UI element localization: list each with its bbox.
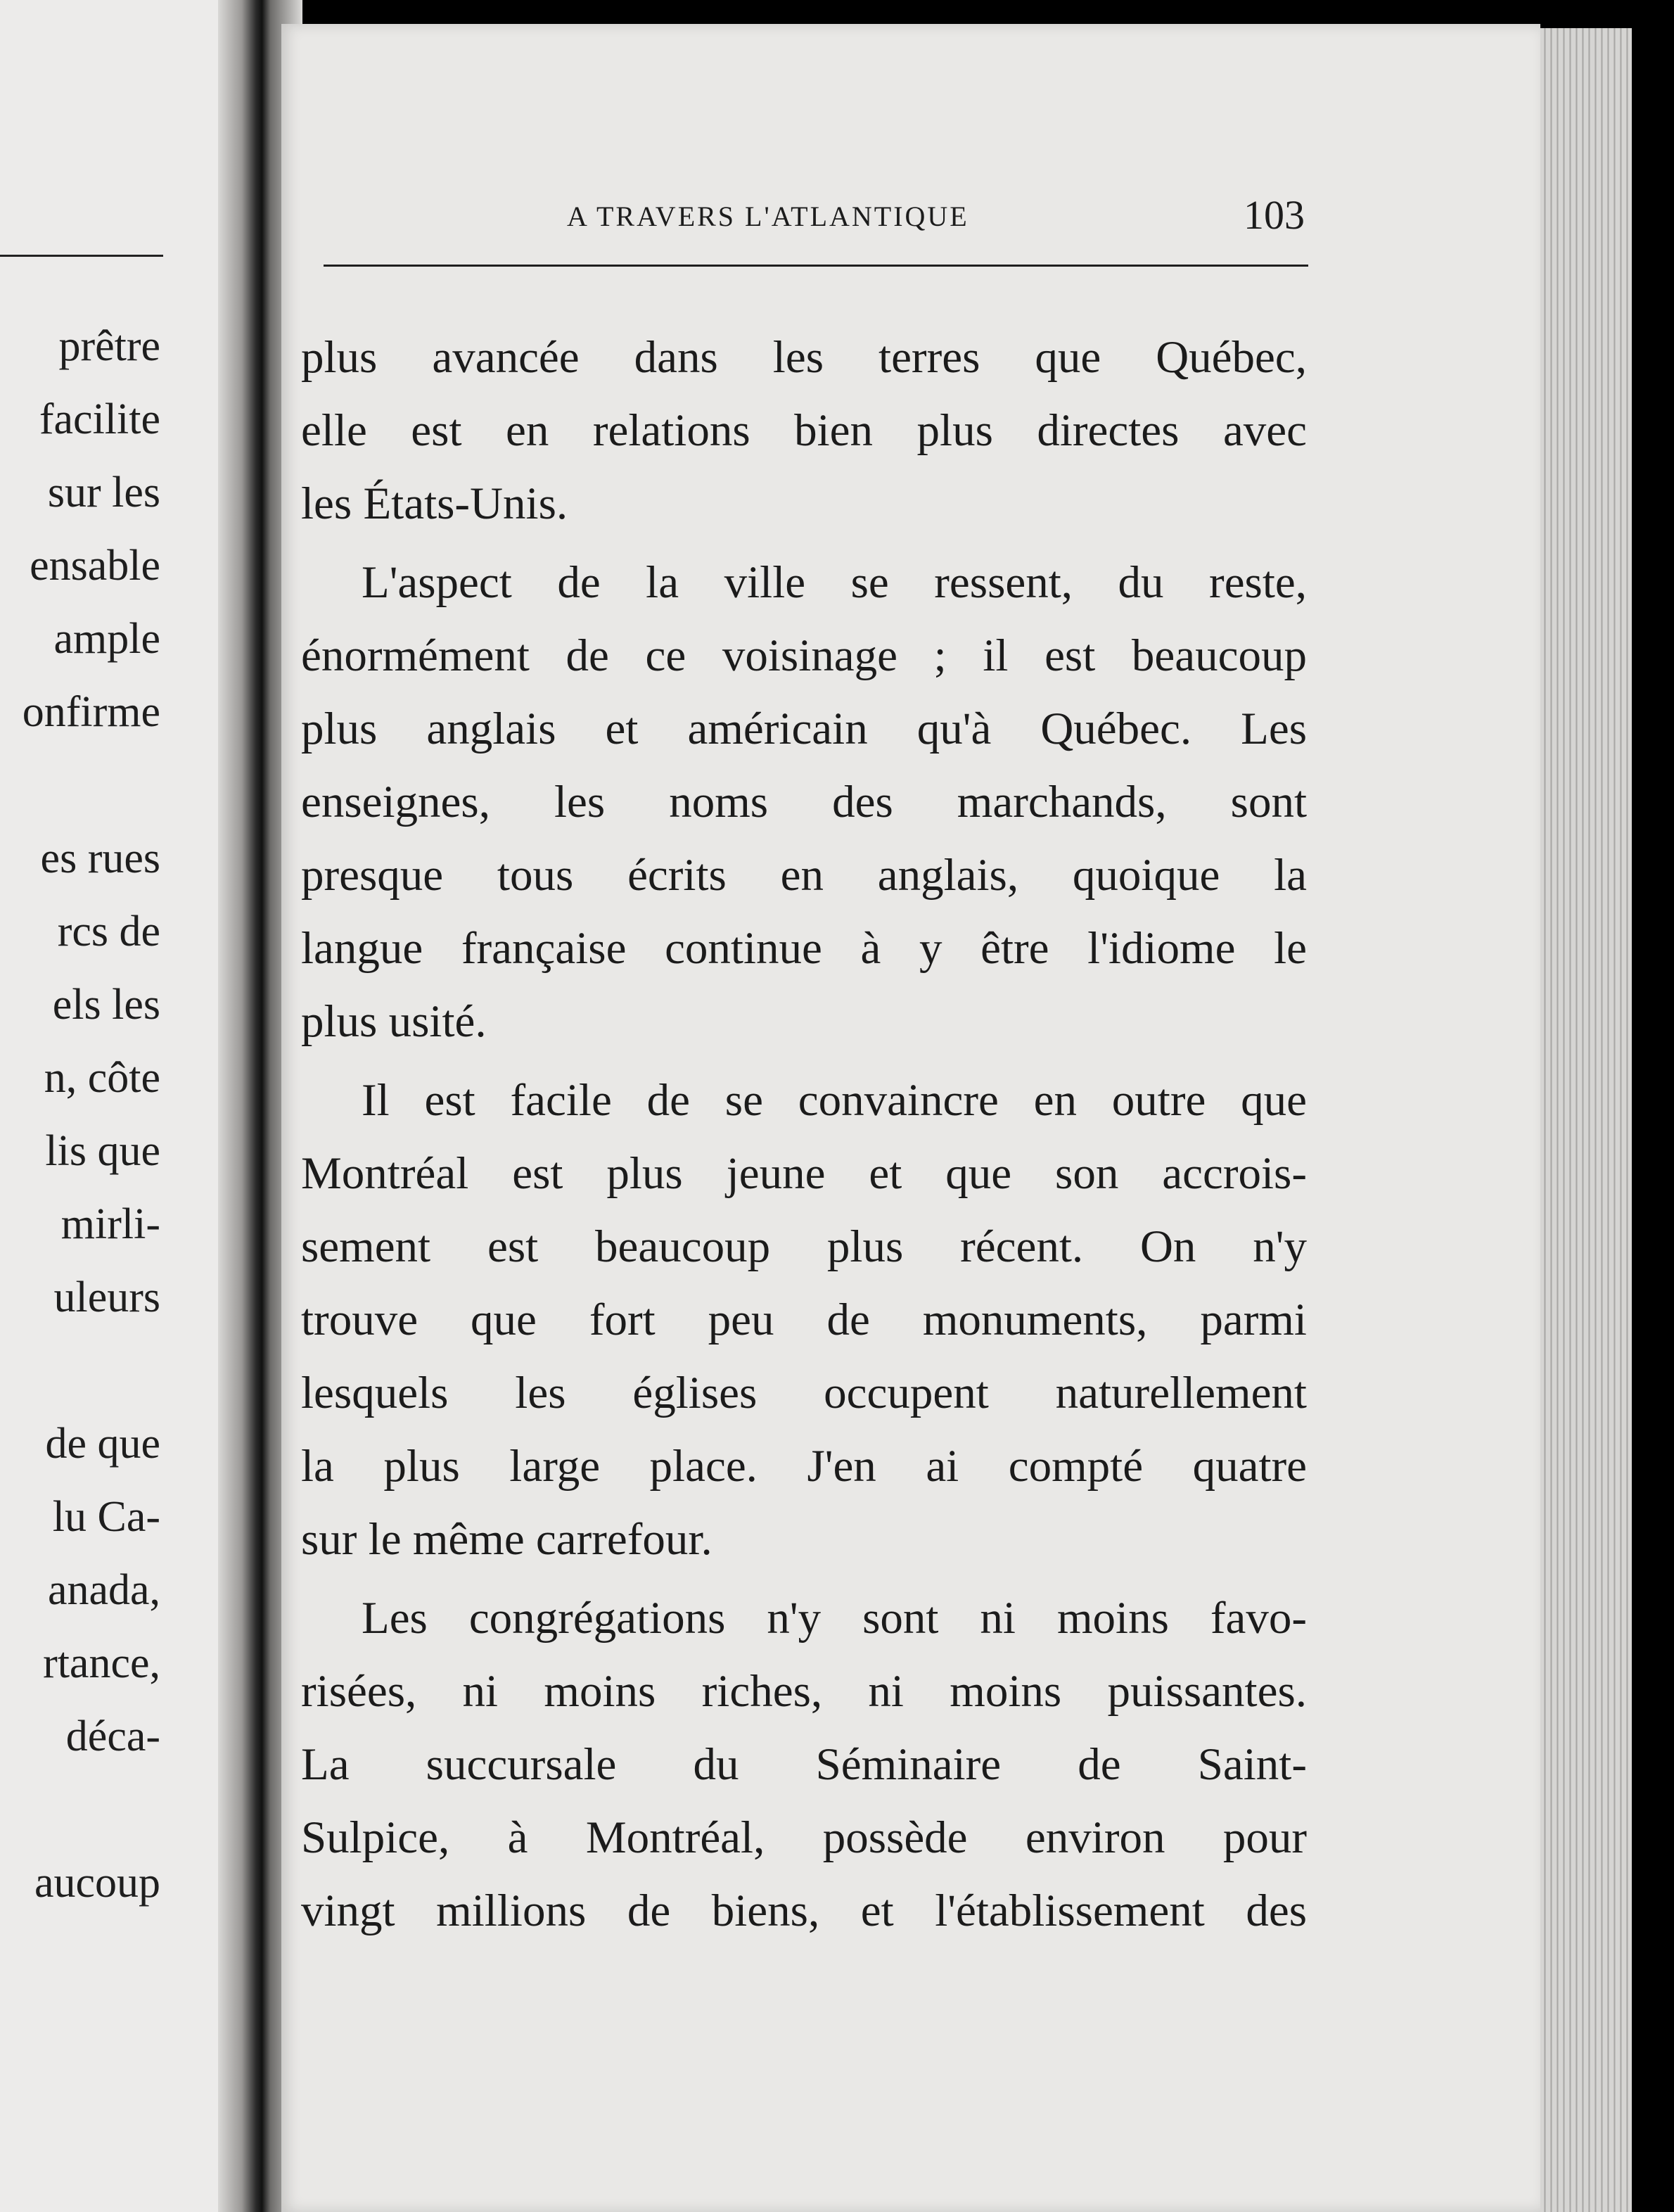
- left-fragment: rtance,: [43, 1639, 160, 1687]
- text-line: sur le même carrefour.: [301, 1514, 713, 1565]
- text-line: plus anglais et américain qu'à Québec. Les: [301, 704, 1307, 754]
- left-fragment: [23, 1334, 160, 1407]
- left-fragment: onfirme: [22, 688, 160, 736]
- left-fragment: rcs de: [57, 908, 160, 955]
- text-line: Il est facile de se convaincre en outre que: [362, 1075, 1307, 1126]
- left-fragment: lu Ca-: [52, 1493, 160, 1541]
- left-fragment: ensable: [30, 542, 160, 590]
- text-line: les États-Unis.: [301, 478, 568, 529]
- left-fragment: prêtre: [58, 322, 160, 370]
- text-line: presque tous écrits en anglais, quoique la: [301, 850, 1307, 901]
- left-fragment: de que: [45, 1420, 160, 1468]
- text-line: elle est en relations bien plus directes avec: [301, 405, 1307, 456]
- left-page-text-fragments: [23, 310, 160, 1919]
- text-line: risées, ni moins riches, ni moins puissantes.: [301, 1666, 1307, 1717]
- left-fragment: ample: [53, 615, 160, 663]
- text-line: plus usité.: [301, 996, 487, 1047]
- text-line: Montréal est plus jeune et que son accrois-: [301, 1148, 1307, 1199]
- text-line: langue française continue à y être l'idiome le: [301, 923, 1307, 974]
- text-line: Les congrégations n'y sont ni moins favo-: [362, 1593, 1307, 1644]
- left-fragment: aucoup: [34, 1859, 160, 1907]
- left-fragment: déca-: [65, 1712, 160, 1760]
- text-line: trouve que fort peu de monuments, parmi: [301, 1295, 1307, 1345]
- left-fragment: lis que: [45, 1127, 160, 1175]
- left-page-rule: [0, 255, 163, 257]
- page-number: 103: [1244, 192, 1305, 238]
- left-fragment: anada,: [47, 1566, 160, 1614]
- left-fragment: [23, 749, 160, 822]
- left-fragment: els les: [52, 981, 160, 1029]
- left-fragment: n, côte: [44, 1054, 160, 1102]
- left-fragment: mirli-: [60, 1200, 160, 1248]
- text-line: la plus large place. J'en ai compté quatre: [301, 1441, 1307, 1492]
- running-head: A TRAVERS L'ATLANTIQUE: [567, 201, 969, 232]
- text-line: vingt millions de biens, et l'établissement des: [301, 1886, 1307, 1936]
- facing-page-left: [0, 0, 239, 2212]
- text-line: La succursale du Séminaire de Saint-: [301, 1739, 1307, 1790]
- header-rule: [324, 265, 1308, 267]
- left-fragment: sur les: [47, 469, 160, 516]
- text-line: Sulpice, à Montréal, possède environ pour: [301, 1812, 1307, 1863]
- text-line: plus avancée dans les terres que Québec,: [301, 332, 1307, 383]
- text-line: L'aspect de la ville se ressent, du reste,: [362, 557, 1307, 608]
- text-line: énormément de ce voisinage ; il est beaucoup: [301, 630, 1307, 681]
- left-fragment: [23, 1773, 160, 1846]
- page-edges: [1540, 28, 1632, 2212]
- left-fragment: uleurs: [53, 1273, 160, 1321]
- body-text: [301, 321, 1307, 1947]
- left-fragment: es rues: [40, 834, 160, 882]
- text-line: enseignes, les noms des marchands, sont: [301, 777, 1307, 827]
- left-fragment: facilite: [39, 395, 160, 443]
- text-line: lesquels les églises occupent naturellement: [301, 1368, 1307, 1418]
- text-line: sement est beaucoup plus récent. On n'y: [301, 1221, 1307, 1272]
